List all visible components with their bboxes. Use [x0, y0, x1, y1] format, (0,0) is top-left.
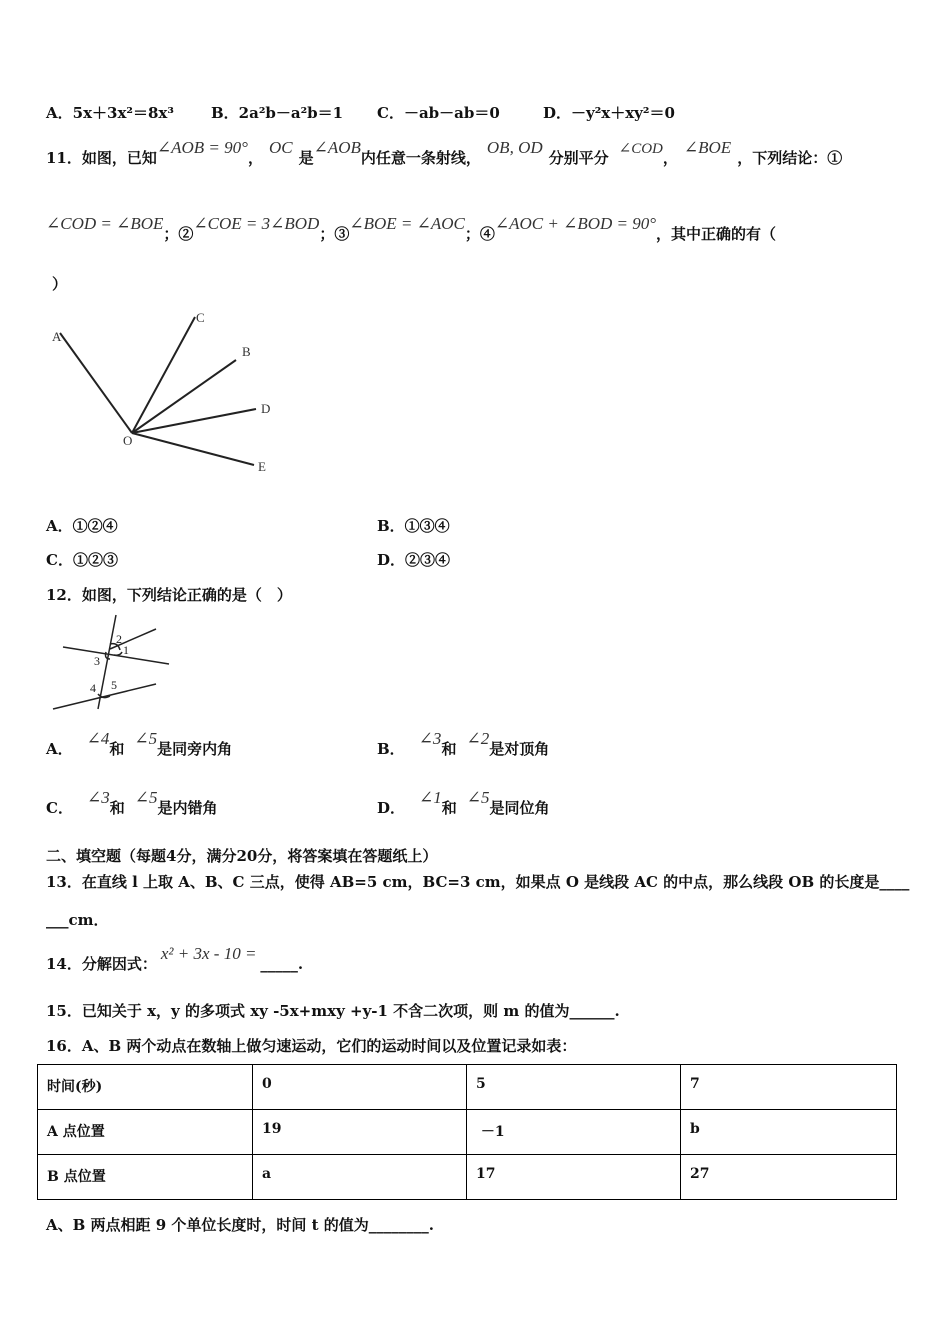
q12-option-b: [377, 729, 550, 759]
q11-sep-2: ；③: [319, 225, 350, 243]
label-e: E: [258, 459, 266, 474]
q10-option-b: B．2a²b－a²b＝1: [211, 104, 344, 122]
table-cell: 7: [681, 1065, 897, 1110]
q12-lines-figure: [48, 612, 178, 712]
q10-option-c: C．－ab－ab＝0: [377, 104, 500, 122]
table-cell: b: [681, 1110, 897, 1155]
table-cell: a: [253, 1155, 467, 1200]
q12-b-angle2: ∠2: [466, 729, 490, 748]
q12-d-letter: D．: [377, 799, 406, 817]
table-cell: 17: [467, 1155, 681, 1200]
q11-math-ob-od: OB, OD: [486, 138, 543, 157]
label-o: O: [123, 433, 133, 448]
table-cell: B 点位置: [38, 1155, 253, 1200]
q11-text-7: ，下列结论：①: [737, 149, 843, 167]
q11-stem-line2: [46, 214, 777, 244]
q14-expression: x² + 3x - 10 =: [160, 944, 257, 963]
q11-close-paren: ）: [52, 275, 68, 293]
q12-c-mid: 和: [109, 799, 125, 817]
table-cell: 27: [681, 1155, 897, 1200]
table-cell: A 点位置: [38, 1110, 253, 1155]
table-cell: 0: [253, 1065, 467, 1110]
label-d: D: [261, 401, 271, 416]
q12-b-tail: 是对顶角: [489, 740, 550, 758]
q15: 15．已知关于 x，y 的多项式 xy -5x+mxy +y-1 不含二次项，则 m 的值为______.: [46, 1002, 620, 1020]
ray-oc: [132, 317, 195, 433]
q11-option-d: D．②③④: [377, 551, 451, 569]
table-cell: 5: [467, 1065, 681, 1110]
q14-stem: 14．分解因式：: [46, 955, 157, 973]
table-row: [38, 1110, 897, 1155]
q12-c-tail: 是内错角: [157, 799, 218, 817]
table-cell: －1: [467, 1110, 681, 1155]
table-row: [38, 1155, 897, 1200]
q11-math-cod: ∠COD: [618, 141, 663, 157]
q11-conclusion-1: ∠COD = ∠BOE: [46, 214, 164, 233]
q12-d-angle2: ∠5: [466, 788, 490, 807]
q11-text-6: ，: [662, 149, 678, 167]
q16-stem: 16．A、B 两个动点在数轴上做匀速运动，它们的运动时间以及位置记录如表：: [46, 1037, 577, 1055]
ray-oe: [132, 433, 254, 465]
q11-option-c: C．①②③: [46, 551, 118, 569]
q13-line2: ___cm．: [46, 911, 109, 929]
q11-math-aob: ∠AOB: [313, 138, 361, 157]
q10-option-d: D．－y²x＋xy²＝0: [543, 104, 675, 122]
q11-conclusion-4: ∠AOC + ∠BOD = 90°: [494, 214, 657, 233]
q12-option-d: [377, 788, 550, 818]
q11-option-a: A．①②④: [46, 517, 118, 535]
label-5: 5: [111, 678, 117, 692]
q16-table: [37, 1064, 897, 1200]
q12-a-angle2: ∠5: [134, 729, 158, 748]
q12-c-angle2: ∠5: [134, 788, 158, 807]
q11-math-aob90: ∠AOB = 90°: [156, 138, 248, 157]
label-1: 1: [123, 643, 129, 657]
table-cell: 时间(秒): [38, 1065, 253, 1110]
q14: [46, 944, 304, 974]
q10-option-a: A．5x＋3x²＝8x³: [46, 104, 174, 122]
q12-option-a: [46, 729, 233, 759]
q12-c-angle1: ∠3: [86, 788, 110, 807]
q12-stem: 12．如图，下列结论正确的是（ ）: [46, 586, 292, 604]
q12-a-angle1: ∠4: [86, 729, 110, 748]
q11-angle-figure: [40, 305, 290, 485]
q12-c-letter: C．: [46, 799, 73, 817]
q11-text-3: 是: [298, 149, 314, 167]
q11-text-5: 分别平分: [548, 149, 609, 167]
label-3: 3: [94, 654, 100, 668]
q12-d-mid: 和: [441, 799, 457, 817]
section-2-heading: 二、填空题（每题4分，满分20分，将答案填在答题纸上）: [46, 847, 438, 865]
q12-d-angle1: ∠1: [419, 788, 442, 807]
q11-math-oc: OC: [268, 138, 293, 157]
q11-stem-line1: [46, 138, 843, 168]
q11-math-boe: ∠BOE: [683, 138, 732, 157]
label-a: A: [52, 329, 62, 344]
q11-sep-4: ，其中正确的有（: [656, 225, 777, 243]
q12-b-letter: B．: [377, 740, 405, 758]
q11-text-4: 内任意一条射线，: [360, 149, 481, 167]
label-4: 4: [90, 681, 96, 695]
q12-a-mid: 和: [109, 740, 125, 758]
label-2: 2: [116, 632, 122, 646]
q11-sep-3: ；④: [464, 225, 495, 243]
q12-d-tail: 是同位角: [489, 799, 550, 817]
q13-line1: 13．在直线 l 上取 A、B、C 三点，使得 AB=5 cm，BC=3 cm，如果点 O 是线段 AC 的中点，那么线段 OB 的长度是____: [46, 873, 910, 891]
q12-a-tail: 是同旁内角: [157, 740, 233, 758]
q11-text-1: 11．如图，已知: [46, 149, 157, 167]
q11-sep-1: ；②: [163, 225, 194, 243]
label-c: C: [196, 310, 205, 325]
line-lower: [53, 684, 156, 709]
q11-conclusion-2: ∠COE = 3∠BOD: [193, 214, 320, 233]
q11-text-2: ，: [247, 149, 263, 167]
table-cell: 19: [253, 1110, 467, 1155]
q12-a-letter: A．: [46, 740, 73, 758]
table-row: [38, 1065, 897, 1110]
q11-option-b: B．①③④: [377, 517, 450, 535]
q12-b-mid: 和: [441, 740, 457, 758]
q16-question: A、B 两点相距 9 个单位长度时，时间 t 的值为________.: [46, 1216, 435, 1234]
q12-option-c: [46, 788, 218, 818]
label-b: B: [242, 344, 251, 359]
q14-blank: _____.: [260, 955, 304, 973]
q12-b-angle1: ∠3: [418, 729, 442, 748]
ray-oa: [60, 333, 132, 433]
q11-conclusion-3: ∠BOE = ∠AOC: [349, 214, 465, 233]
arc-angle-1: [114, 652, 122, 655]
